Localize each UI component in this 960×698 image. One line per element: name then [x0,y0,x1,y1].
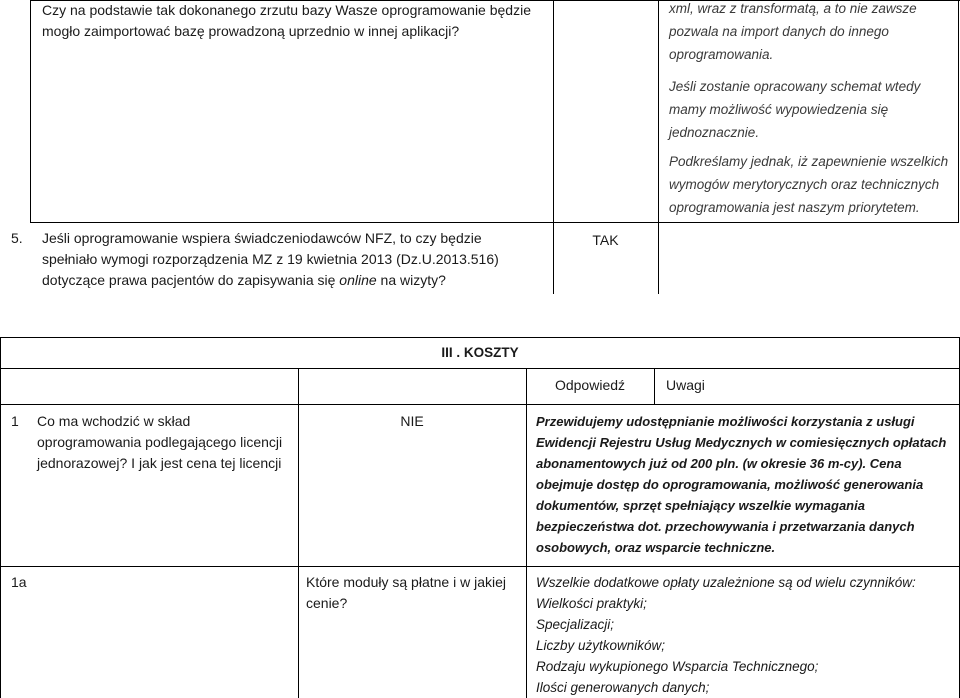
border [0,566,960,567]
question-text: Co ma wchodzić w skład oprogramowania podlegającego licencji jednorazowej? I jak jest cena tej licencji [37,413,283,471]
answer-value: TAK [592,232,619,248]
border [0,337,960,338]
border [30,222,959,223]
row-number: 1 [11,413,19,429]
border [658,222,659,294]
remarks-text: Przewidujemy udostępnianie możliwości korzystania z usługi Ewidencji Rejestru Usług Medycznych w comiesięcznych opłatach abonamentowych już od 200 pln. (w okresie 36 m-cy). Cena obejmuje dostęp do oprogramowania, możliwość generowania dokumentów, sprzęt spełniający wszelkie wymagania bezpieczeństwa dot. przechowywania i przetwarzania danych osobowych, oraz wsparcie techniczne. [536,414,947,555]
border [30,0,31,222]
border [553,0,554,222]
row-number: 1a [11,574,27,590]
border [658,0,659,222]
column-header-answer: Odpowiedź [554,377,626,393]
answer-paragraph-2: Jeśli zostanie opracowany schemat wtedy mamy możliwość wypowiedzenia się jednoznacznie. [669,79,921,140]
remarks-text: Wszelkie dodatkowe opłaty uzależnione są od wielu czynników: Wielkości praktyki; Specjalizacji; Liczby użytkowników; Rodzaju wykupionego Wsparcia Technicznego; Ilości generowanych danych; [536,575,916,695]
border [526,368,527,698]
question-number: 5. [11,230,23,246]
question-text: Które moduły są płatne i w jakiej cenie? [306,574,506,611]
question-text: Czy na podstawie tak dokonanego zrzutu bazy Wasze oprogramowanie będzie mogło zaimportować bazę prowadzoną uprzednio w innej aplikacji? [42,2,531,39]
border [0,368,960,369]
border [654,368,655,405]
answer-paragraph-3: Podkreślamy jednak, iż zapewnienie wszelkich wymogów merytorycznych oraz technicznych oprogramowania jest naszym priorytetem. [669,154,949,215]
section-title: III . KOSZTY [441,345,519,360]
answer-value: NIE [400,413,424,429]
border [0,337,1,698]
answer-paragraph-1: xml, wraz z transformatą, a to nie zawsze pozwala na import danych do innego oprogramowania. [669,1,917,62]
column-header-remarks: Uwagi [666,377,705,393]
border [0,404,960,405]
question-text: Jeśli oprogramowanie wspiera świadczeniodawców NFZ, to czy będzie spełniało wymogi rozporządzenia MZ z 19 kwietnia 2013 (Dz.U.2013.516) dotyczące prawa pacjentów do zapisywania się online na wizyty? [42,230,499,288]
